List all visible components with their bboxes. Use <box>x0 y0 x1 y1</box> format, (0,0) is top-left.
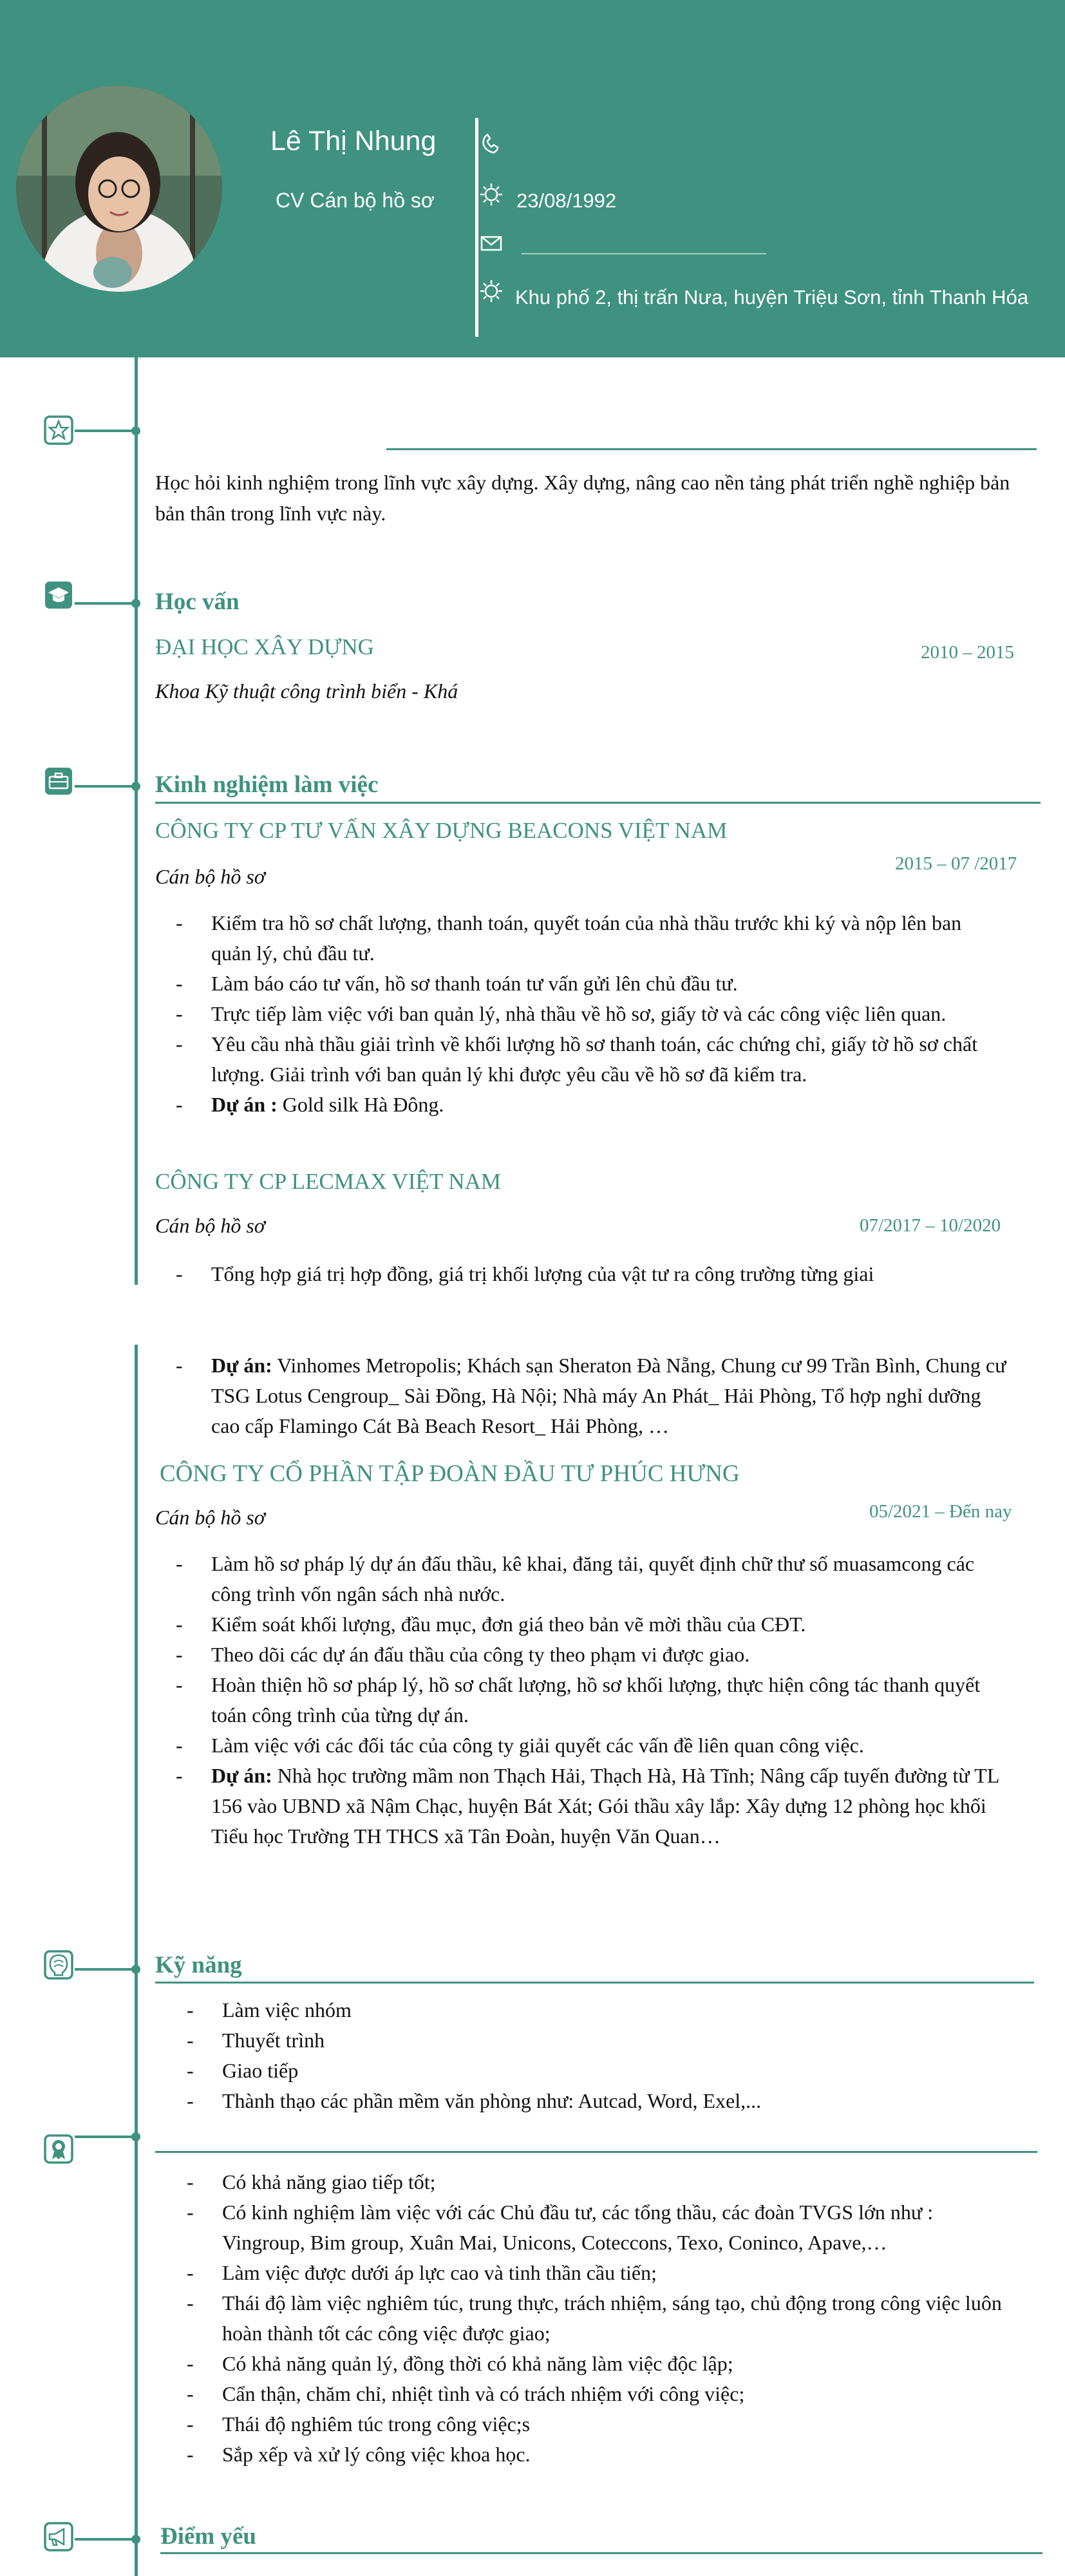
experience-title: Kinh nghiệm làm việc <box>155 772 379 798</box>
list-item: - Sắp xếp và xử lý công việc khoa học. <box>187 2439 1004 2470</box>
list-item: - Làm báo cáo tư vấn, hồ sơ thanh toán tư vấn gửi lên chủ đầu tư. <box>176 969 1006 999</box>
skills-icon <box>43 1949 74 1980</box>
job-2-company: CÔNG TY CP LECMAX VIỆT NAM <box>155 1169 502 1194</box>
project-text: Vinhomes Metropolis; Khách sạn Sheraton Đà Nẵng, Chung cư 99 Trần Bình, Chung cư TSG Lotus Cengroup_ Sài Đồng, Hà Nội; Nhà máy An Phát_ Hải Phòng, Tổ hợp nghỉ dưỡng cao cấp Flamingo Cát Bà Beach Resort_ Hải Phòng, … <box>211 1354 1006 1437</box>
email-underline <box>522 253 766 254</box>
list-item: - Thành thạo các phần mềm văn phòng như: Autcad, Word, Exel,... <box>187 2086 1017 2116</box>
list-item: - Làm việc nhóm <box>187 1995 1017 2025</box>
weaknesses-title: Điểm yếu <box>160 2523 256 2550</box>
job-2-projects <box>176 1350 1006 1441</box>
skills-title: Kỹ năng <box>155 1952 242 1978</box>
profile-photo <box>16 86 222 292</box>
objective-rule <box>386 448 1037 450</box>
job-3-role: Cán bộ hồ sơ <box>155 1506 265 1529</box>
objective-text: Học hỏi kinh nghiệm trong lĩnh vực xây dựng. Xây dựng, nâng cao nền tảng phát triển nghề nghiệp bản bản thân trong lĩnh vực này. <box>155 471 1010 525</box>
education-dot <box>131 599 140 608</box>
list-item: - Hoàn thiện hồ sơ pháp lý, hồ sơ chất lượng, hồ sơ khối lượng, thực hiện công tác thanh quyết toán công trình của từng dự án. <box>176 1670 1006 1730</box>
project-label: Dự án: <box>211 1764 272 1787</box>
header-banner <box>0 0 1065 357</box>
education-title: Học vấn <box>155 589 240 615</box>
job-3-period: 05/2021 – Đến nay <box>869 1501 1012 1522</box>
megaphone-icon <box>43 2521 74 2552</box>
objective-connector <box>75 430 138 432</box>
list-item: - Có khả năng giao tiếp tốt; <box>187 2167 1004 2197</box>
birthday-icon <box>478 182 504 207</box>
skills-rule <box>155 1982 1034 1984</box>
list-item: - Kiểm tra hồ sơ chất lượng, thanh toán, quyết toán của nhà thầu trước khi ký và nộp lên ban quản lý, chủ đầu tư. <box>176 908 1006 969</box>
list-item: - Tổng hợp giá trị hợp đồng, giá trị khối lượng của vật tư ra công trường từng giai <box>176 1259 1006 1289</box>
strengths-list <box>187 2167 1004 2470</box>
list-item: - Kiểm soát khối lượng, đầu mục, đơn giá theo bản vẽ mời thầu của CĐT. <box>176 1609 1006 1640</box>
education-connector <box>75 602 138 605</box>
education-period: 2010 – 2015 <box>921 642 1014 663</box>
list-item: - Yêu cầu nhà thầu giải trình về khối lượng hồ sơ thanh toán, các chứng chỉ, giấy tờ hồ sơ chất lượng. Giải trình với ban quản lý khi được yêu cầu về hồ sơ đã kiểm tra. <box>176 1029 1006 1090</box>
experience-dot <box>131 782 140 791</box>
list-item: - Có kinh nghiệm làm việc với các Chủ đầu tư, các tổng thầu, các đoàn TVGS lớn như : Vingroup, Bim group, Xuân Mai, Unicons, Coteccons, Texo, Coninco, Apave,… <box>187 2197 1004 2258</box>
list-item: - Cẩn thận, chăm chỉ, nhiệt tình và có trách nhiệm với công việc; <box>187 2379 1004 2409</box>
list-item: - Trực tiếp làm việc với ban quản lý, nhà thầu về hồ sơ, giấy tờ và các công việc liên quan. <box>176 999 1006 1029</box>
birthday-value: 23/08/1992 <box>516 189 617 212</box>
list-item: - Có khả năng quản lý, đồng thời có khả năng làm việc độc lập; <box>187 2349 1004 2379</box>
job-3-duties <box>176 1549 1006 1852</box>
job-2-period: 07/2017 – 10/2020 <box>860 1215 1001 1236</box>
candidate-name: Lê Thị Nhung <box>270 126 437 156</box>
job-1-role: Cán bộ hồ sơ <box>155 865 265 888</box>
project-label: Dự án : <box>211 1093 278 1116</box>
experience-rule <box>155 802 1041 804</box>
list-item: - Làm hồ sơ pháp lý dự án đấu thầu, kê khai, đăng tải, quyết định chữ thư số muasamcong các công trình vốn ngân sách nhà nước. <box>176 1549 1006 1609</box>
list-item: - Theo dõi các dự án đấu thầu của công ty theo phạm vi được giao. <box>176 1640 1006 1670</box>
address-value: Khu phố 2, thị trấn Nưa, huyện Triệu Sơn, tỉnh Thanh Hóa <box>515 286 1029 308</box>
school-name: ĐẠI HỌC XÂY DỰNG <box>155 634 374 659</box>
list-item: - Giao tiếp <box>187 2056 1017 2086</box>
weaknesses-rule <box>160 2552 1042 2554</box>
timeline-line-lower <box>135 1345 138 2576</box>
list-item: - Làm việc được dưới áp lực cao và tinh thần cầu tiến; <box>187 2258 1004 2288</box>
list-item: - Làm việc với các đối tác của công ty giải quyết các vấn đề liên quan công việc. <box>176 1730 1006 1761</box>
strengths-rule <box>155 2151 1037 2153</box>
skills-list <box>187 1995 1017 2116</box>
graduation-cap-icon <box>43 580 74 611</box>
education-major: Khoa Kỹ thuật công trình biển - Khá <box>155 679 458 703</box>
job-2-duties <box>176 1259 1006 1289</box>
skills-connector <box>75 1968 138 1971</box>
experience-connector <box>75 785 138 788</box>
project-label: Dự án: <box>211 1354 272 1377</box>
list-item: - Thái độ nghiêm túc trong công việc;s <box>187 2409 1004 2439</box>
objective-dot <box>131 426 140 435</box>
address-icon <box>478 278 504 304</box>
list-item <box>176 1761 1006 1852</box>
weaknesses-connector <box>75 2538 138 2541</box>
list-item: - Thuyết trình <box>187 2025 1017 2056</box>
timeline-line-upper <box>135 357 138 1285</box>
weaknesses-dot <box>131 2535 140 2544</box>
job-1-period: 2015 – 07 /2017 <box>895 853 1017 874</box>
email-icon <box>478 231 504 256</box>
briefcase-icon <box>43 766 74 797</box>
job-3-company: CÔNG TY CỔ PHẦN TẬP ĐOÀN ĐẦU TƯ PHÚC HƯNG <box>160 1461 740 1487</box>
list-item: - Thái độ làm việc nghiêm túc, trung thực, trách nhiệm, sáng tạo, chủ động trong công việc luôn hoàn thành tốt các công việc được giao; <box>187 2288 1004 2349</box>
job-1-duties <box>176 908 1006 1120</box>
phone-icon <box>478 131 504 156</box>
star-icon <box>43 415 74 446</box>
project-text: Nhà học trường mầm non Thạch Hải, Thạch Hà, Hà Tĩnh; Nâng cấp tuyến đường từ TL 156 vào UBND xã Nậm Chạc, huyện Bát Xát; Gói thầu xây lắp: Xây dựng 12 phòng học khối Tiểu học Trường TH THCS xã Tân Đoàn, huyện Văn Quan… <box>211 1764 999 1848</box>
strengths-connector <box>75 2136 138 2138</box>
project-text: Gold silk Hà Đông. <box>282 1093 444 1116</box>
job-2-role: Cán bộ hồ sơ <box>155 1214 265 1237</box>
job-title: CV Cán bộ hồ sơ <box>276 189 435 212</box>
list-item <box>176 1090 1006 1120</box>
job-1-company: CÔNG TY CP TƯ VẤN XÂY DỰNG BEACONS VIỆT NAM <box>155 818 728 843</box>
award-icon <box>43 2134 74 2164</box>
list-item <box>176 1350 1006 1441</box>
skills-dot <box>131 1965 140 1974</box>
strengths-dot <box>131 2132 140 2141</box>
